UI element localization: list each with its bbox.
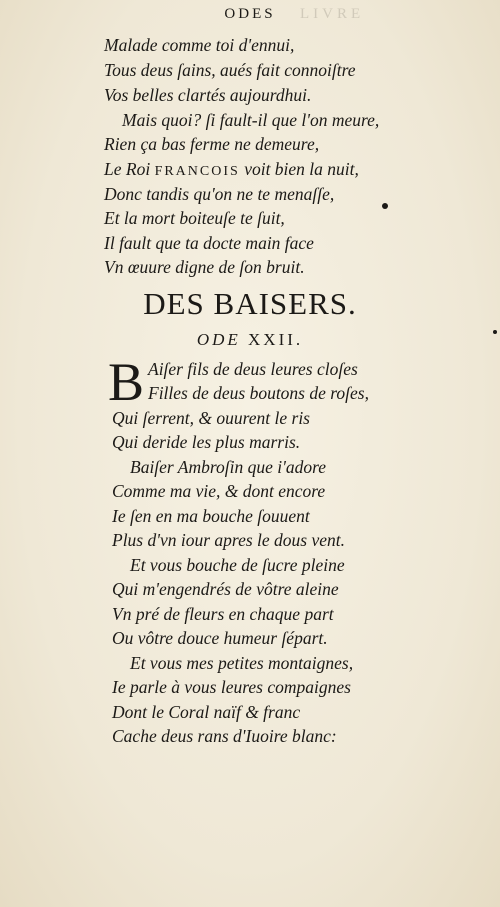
poem-line: Dont le Coral naïf & franc	[112, 702, 301, 722]
verse-line: Malade comme toi d'ennui,	[104, 35, 295, 55]
verse-fragment: Le Roi	[104, 159, 151, 179]
section-title: DES BAISERS.	[143, 286, 357, 321]
verse-line: Il fault que ta docte main face	[104, 233, 314, 253]
verse-line-king	[104, 157, 359, 185]
king-name: FRANCOIS	[154, 164, 240, 179]
poem-line: Ie ſen en ma bouche ſouuent	[112, 506, 310, 526]
poem-line: Baiſer Ambroſin que i'adore	[130, 457, 327, 477]
poem-line: Cache deus rans d'Iuoire blanc:	[112, 726, 337, 746]
poem-line: Qui deride les plus marris.	[112, 432, 301, 452]
poem-line: Filles de deus boutons de roſes,	[148, 383, 369, 403]
verse-line: Et la mort boiteuſe te ſuit,	[104, 208, 285, 228]
poem-line: Ie parle à vous leures compaignes	[112, 677, 351, 697]
poem-line: Aiſer fils de deus leures cloſes	[148, 359, 358, 379]
poem-line: Et vous mes petites montaignes,	[130, 653, 354, 673]
running-head: ODES	[224, 6, 276, 22]
poem-line: Qui m'engendrés de vôtre aleine	[112, 579, 339, 599]
poem-line: Ou vôtre douce humeur ſépart.	[112, 628, 328, 648]
verse-fragment: voit bien la nuit,	[244, 159, 359, 179]
ode-number: XXII.	[248, 330, 304, 349]
poem-line: Comme ma vie, & dont encore	[112, 481, 326, 501]
poem-line: Qui ſerrent, & ouurent le ris	[112, 408, 310, 428]
poem-line: Plus d'vn iour apres le dous vent.	[112, 530, 345, 550]
verse-line: Donc tandis qu'on ne te menaſſe,	[104, 184, 335, 204]
show-through-running-head: LIVRE	[300, 6, 365, 22]
ode-heading	[0, 330, 500, 350]
verse-line: Mais quoi? ſi fault-il que l'on meure,	[122, 110, 380, 130]
ode-label: ODE	[196, 330, 241, 349]
ink-dot	[382, 203, 388, 209]
verse-line: Tous deus ſains, aués fait connoiſtre	[104, 60, 356, 80]
poem-line: Vn pré de fleurs en chaque part	[112, 604, 334, 624]
poem-line: Et vous bouche de ſucre pleine	[130, 555, 345, 575]
drop-cap: B	[108, 352, 145, 412]
verse-line: Rien ça bas ferme ne demeure,	[104, 134, 320, 154]
verse-line: Vos belles clartés aujourdhui.	[104, 85, 312, 105]
verse-line: Vn œuure digne de ſon bruit.	[104, 257, 305, 277]
